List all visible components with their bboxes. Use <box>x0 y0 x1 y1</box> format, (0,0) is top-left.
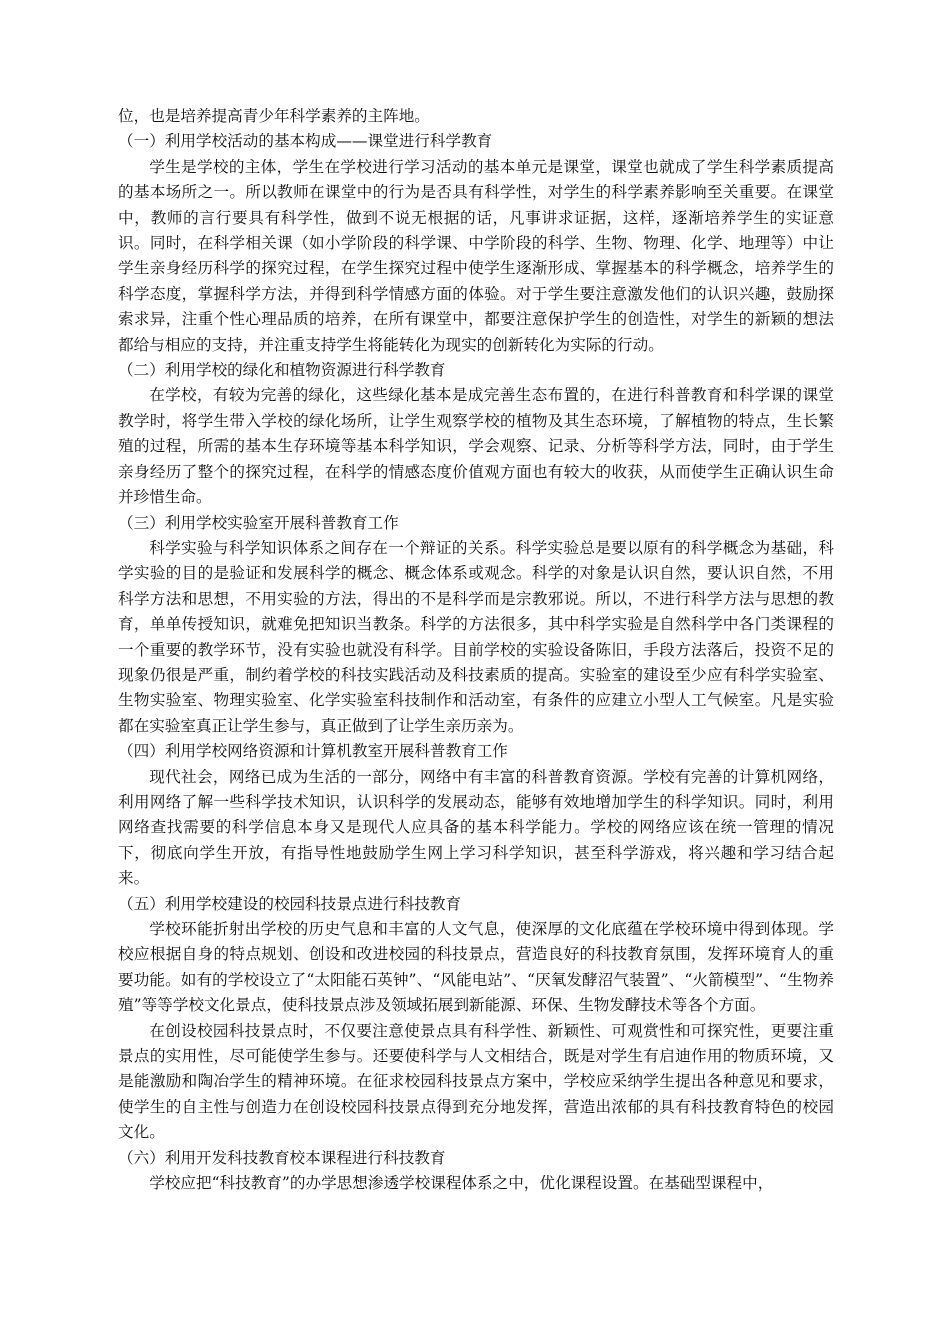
section-5-paragraph-2: 在创设校园科技景点时，不仅要注意使景点具有科学性、新颖性、可观赏性和可探究性，更要注重景点的实用性，尽可能使学生参与。还要使科学与人文相结合，既是对学生有启迪作用的物质环境，又是能激励和陶冶学生的精神环境。在征求校园科技景点方案中，学校应采纳学生提出各种意见和要求，使学生的自主性与创造力在创设校园科技景点得到充分地发挥，营造出浓郁的具有科技教育特色的校园文化。 <box>118 1021 834 1142</box>
section-4-paragraph-1: 现代社会，网络已成为生活的一部分，网络中有丰富的科普教育资源。学校有完善的计算机网络，利用网络了解一些科学技术知识，认识科学的发展动态，能够有效地增加学生的科学知识。同时，利用网络查找需要的科学信息本身又是现代人应具备的基本科学能力。学校的网络应该在统一管理的情况下，彻底向学生开放，有指导性地鼓励学生网上学习科学知识，甚至科学游戏，将兴趣和学习结合起来。 <box>118 767 834 888</box>
section-1-paragraph-1: 学生是学校的主体，学生在学校进行学习活动的基本单元是课堂，课堂也就成了学生科学素质提高的基本场所之一。所以教师在课堂中的行为是否具有科学性，对学生的科学素养影响至关重要。在课堂中，教师的言行要具有科学性，做到不说无根据的话，凡事讲求证据，这样，逐渐培养学生的实证意识。同时，在科学相关课（如小学阶段的科学课、中学阶段的科学、生物、物理、化学、地理等）中让学生亲身经历科学的探究过程，在学生探究过程中使学生逐渐形成、掌握基本的科学概念，培养学生的科学态度，掌握科学方法，并得到科学情感方面的体验。对于学生要注意激发他们的认识兴趣，鼓励探索求异，注重个性心理品质的培养，在所有课堂中，都要注意保护学生的创造性，对学生的新颖的想法都给与相应的支持，并注重支持学生将能转化为现实的创新转化为实际的行动。 <box>118 157 834 354</box>
section-6-paragraph-1: 学校应把“科技教育”的办学思想渗透学校课程体系之中，优化课程设置。在基础型课程中， <box>149 1174 774 1193</box>
section-heading-1: （一）利用学校活动的基本构成——课堂进行科学教育 <box>118 132 493 151</box>
lead-line: 位，也是培养提高青少年科学素养的主阵地。 <box>118 107 430 125</box>
document-page <box>118 104 834 1196</box>
section-3-paragraph-1: 科学实验与科学知识体系之间存在一个辩证的关系。科学实验总是要以原有的科学概念为基础，科学实验的目的是验证和发展科学的概念、概念体系或观念。科学的对象是认识自然，要认识自然，不用科学方法和思想，不用实验的方法，得出的不是科学而是宗教邪说。所以，不进行科学方法与思想的教育，单单传授知识，就难免把知识当教条。科学的方法很多，其中科学实验是自然科学中各门类课程的一个重要的教学环节，没有实验也就没有科学。目前学校的实验设备陈旧，手段方法落后，投资不足的现象仍很是严重，制约着学校的科技实践活动及科技素质的提高。实验室的建设至少应有科学实验室、生物实验室、物理实验室、化学实验室科技制作和活动室，有条件的应建立小型人工气候室。凡是实验都在实验室真正让学生参与，真正做到了让学生亲历亲为。 <box>118 538 834 735</box>
section-2-paragraph-1: 在学校，有较为完善的绿化，这些绿化基本是成完善生态布置的，在进行科普教育和科学课的课堂教学时，将学生带入学校的绿化场所，让学生观察学校的植物及其生态环境，了解植物的特点，生长繁殖的过程，所需的基本生存环境等基本科学知识，学会观察、记录、分析等科学方法，同时，由于学生亲身经历了整个的探究过程，在科学的情感态度价值观方面也有较大的收获，从而使学生正确认识生命并珍惜生命。 <box>118 386 834 507</box>
section-heading-4: （四）利用学校网络资源和计算机教室开展科普教育工作 <box>118 742 508 761</box>
section-heading-3: （三）利用学校实验室开展科普教育工作 <box>118 513 399 532</box>
section-heading-6: （六）利用开发科技教育校本课程进行科技教育 <box>118 1148 446 1167</box>
section-heading-5: （五）利用学校建设的校园科技景点进行科技教育 <box>118 894 462 913</box>
section-5-paragraph-1: 学校环能折射出学校的历史气息和丰富的人文气息，使深厚的文化底蕴在学校环境中得到体现。学校应根据自身的特点规划、创设和改进校园的科技景点，营造良好的科技教育氛围，发挥环境育人的重要功能。如有的学校设立了“太阳能石英钟”、“风能电站”、“厌氧发酵沼气装置”、“火箭模型”、“生物养殖”等等学校文化景点，使科技景点涉及领域拓展到新能源、环保、生物发酵技术等各个方面。 <box>118 920 834 1015</box>
section-heading-2: （二）利用学校的绿化和植物资源进行科学教育 <box>118 361 446 380</box>
